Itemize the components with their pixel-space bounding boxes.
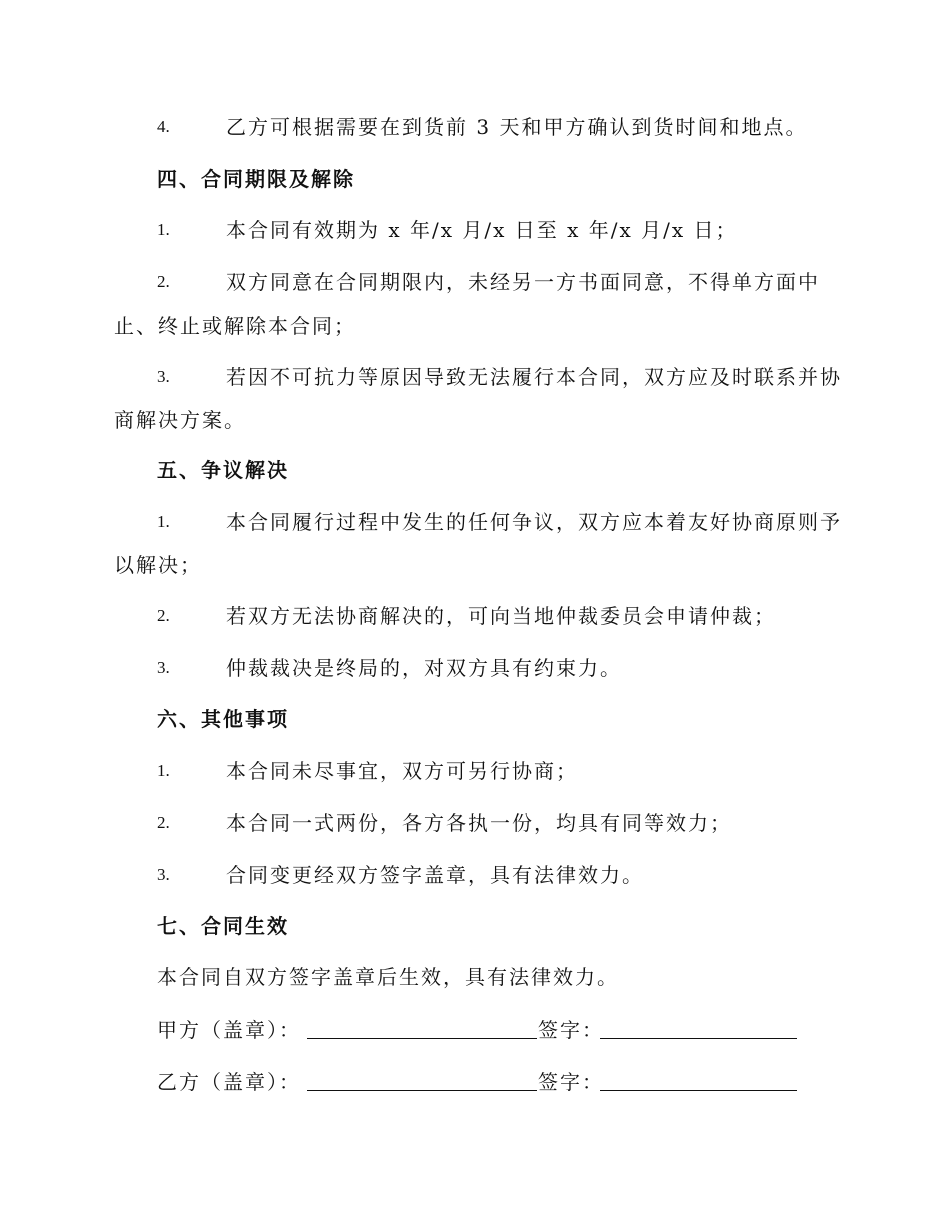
- section-heading-7: 七、合同生效: [157, 914, 289, 938]
- party-b-sign-blank[interactable]: [600, 1070, 797, 1091]
- clause-number: 2.: [157, 606, 170, 625]
- clause-number: 3.: [157, 367, 170, 386]
- party-a-sign-blank[interactable]: [600, 1018, 797, 1039]
- section-heading-6: 六、其他事项: [157, 707, 289, 731]
- clause-number: 2.: [157, 813, 170, 832]
- clause-number: 4.: [157, 117, 170, 136]
- clause-text: 仲裁裁决是终局的，对双方具有约束力。: [226, 656, 622, 680]
- clause-number: 3.: [157, 658, 170, 677]
- clause-text: 本合同有效期为 x 年/x 月/x 日至 x 年/x 月/x 日；: [226, 218, 738, 242]
- clause-number: 1.: [157, 512, 170, 531]
- clause-text-continued: 止、终止或解除本合同；: [114, 314, 356, 338]
- section-heading-4: 四、合同期限及解除: [157, 167, 355, 191]
- clause-text: 合同变更经双方签字盖章，具有法律效力。: [226, 863, 644, 887]
- party-b-sign-label: 签字：: [538, 1070, 604, 1094]
- clause-text: 本合同一式两份，各方各执一份，均具有同等效力；: [226, 811, 732, 835]
- clause-text: 本合同未尽事宜，双方可另行协商；: [226, 759, 578, 783]
- clause-text: 若因不可抗力等原因导致无法履行本合同，双方应及时联系并协: [226, 365, 842, 389]
- section-heading-5: 五、争议解决: [157, 458, 289, 482]
- clause-text: 双方同意在合同期限内，未经另一方书面同意，不得单方面中: [226, 270, 820, 294]
- clause-text: 若双方无法协商解决的，可向当地仲裁委员会申请仲裁；: [226, 604, 776, 628]
- party-a-seal-label: 甲方（盖章）：: [157, 1018, 301, 1042]
- clause-number: 1.: [157, 761, 170, 780]
- party-b-seal-blank[interactable]: [307, 1070, 537, 1091]
- effective-clause-text: 本合同自双方签字盖章后生效，具有法律效力。: [157, 965, 619, 989]
- clause-number: 3.: [157, 865, 170, 884]
- clause-text-continued: 商解决方案。: [114, 408, 246, 432]
- clause-number: 1.: [157, 220, 170, 239]
- clause-text-continued: 以解决；: [114, 553, 202, 577]
- party-a-sign-label: 签字：: [538, 1018, 604, 1042]
- clause-text: 乙方可根据需要在到货前 3 天和甲方确认到货时间和地点。: [226, 115, 808, 139]
- clause-text: 本合同履行过程中发生的任何争议，双方应本着友好协商原则予: [226, 510, 842, 534]
- party-a-seal-blank[interactable]: [307, 1018, 537, 1039]
- party-b-seal-label: 乙方（盖章）：: [157, 1070, 301, 1094]
- clause-number: 2.: [157, 272, 170, 291]
